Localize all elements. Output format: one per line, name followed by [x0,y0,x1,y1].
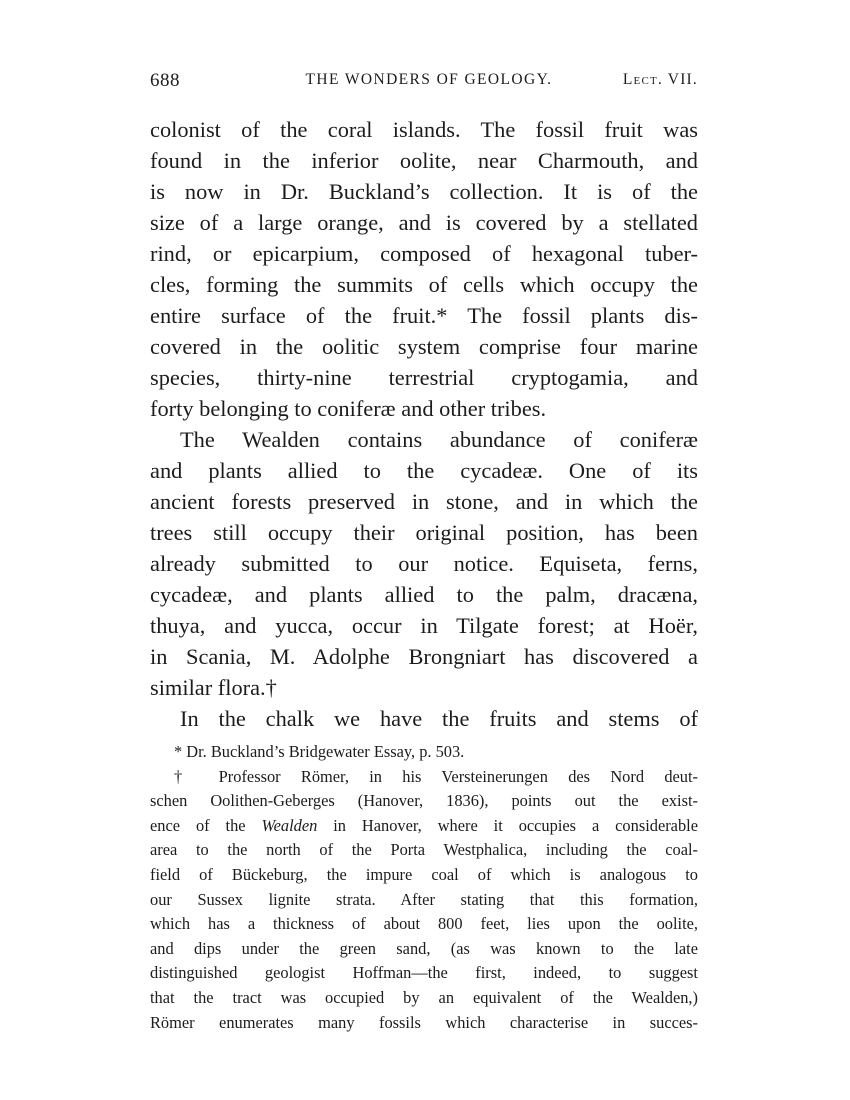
footnotes [150,740,698,1035]
footnote-line: Römer enumerates many fossils which characterise in succes- [150,1012,698,1032]
page-number: 688 [150,70,180,91]
body-line: rind, or epicarpium, composed of hexagonal tuber- [150,241,698,266]
body-line: similar flora.† [150,675,277,700]
body-line: covered in the oolitic system comprise four marine [150,334,698,359]
footnote-italic-term: Wealden [261,815,318,835]
footnote-line: that the tract was occupied by an equivalent of the Wealden,) [150,987,698,1007]
body-line: found in the inferior oolite, near Charmouth, and [150,148,698,173]
lecture-label: Lect. VII. [622,71,698,88]
footnote-line-rest: in Hanover, where it occupies a considerable [333,815,698,835]
running-head [150,70,698,96]
footnote-line: distinguished geologist Hoffman—the first, indeed, to suggest [150,963,698,983]
body-line: trees still occupy their original position, has been [150,520,698,545]
footnote-line: our Sussex lignite strata. After stating that this formation, [150,889,698,909]
body-line: entire surface of the fruit.* The fossil plants dis- [150,303,698,328]
body-line: is now in Dr. Buckland’s collection. It is of the [150,179,698,204]
body-text [150,114,698,734]
body-line: ancient forests preserved in stone, and in which the [150,489,698,514]
body-line: cycadeæ, and plants allied to the palm, dracæna, [150,582,698,607]
body-line: colonist of the coral islands. The fossil fruit was [150,117,698,142]
footnote-line: area to the north of the Porta Westphalica, including the coal- [150,840,698,860]
body-line: size of a large orange, and is covered by a stellated [150,210,698,235]
footnote-line-prefix: ence of the [150,815,262,835]
body-line: The Wealden contains abundance of coniferæ [180,427,698,452]
body-line: cles, forming the summits of cells which occupy the [150,272,698,297]
body-line: in Scania, M. Adolphe Brongniart has discovered a [150,644,698,669]
footnote-line: schen Oolithen-Geberges (Hanover, 1836), points out the exist- [150,791,698,811]
body-line: In the chalk we have the fruits and stems of [180,706,698,731]
body-line: thuya, and yucca, occur in Tilgate forest; at Hoër, [150,613,698,638]
footnote-line: which has a thickness of about 800 feet, lies upon the oolite, [150,914,698,934]
body-line: forty belonging to coniferæ and other tribes. [150,396,547,421]
footnote-line [150,814,698,839]
footnote-star: * Dr. Buckland’s Bridgewater Essay, p. 503. [174,742,465,761]
footnote-line: and dips under the green sand, (as was known to the late [150,938,698,958]
running-title: THE WONDERS OF GEOLOGY. [305,71,553,88]
body-line: already submitted to our notice. Equiseta, ferns, [150,551,698,576]
body-line: and plants allied to the cycadeæ. One of its [150,458,698,483]
footnote-line: field of Bückeburg, the impure coal of which is analogous to [150,864,698,884]
body-line: species, thirty-nine terrestrial cryptogamia, and [150,365,698,390]
footnote-line: † Professor Römer, in his Versteinerungen des Nord deut- [174,766,698,786]
